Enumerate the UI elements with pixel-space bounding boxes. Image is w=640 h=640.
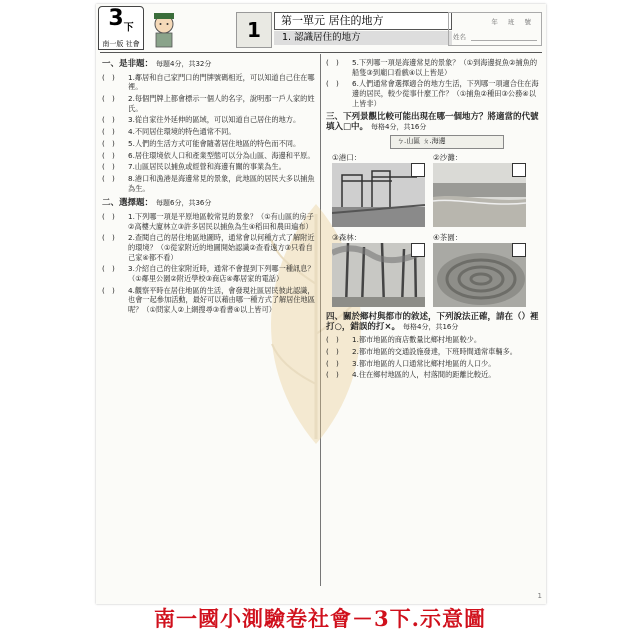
mc-question: ( ) 6.人們通常會選擇適合的地方生活，下列哪一項適合住在海邊的居民，較少從事什麼工作？（①捕魚②種田③公務④以上皆非）: [326, 79, 539, 108]
photo-label: ②沙灘：: [433, 152, 463, 162]
answer-box[interactable]: [512, 243, 526, 257]
section1-heading: 一、是非題： 每題4分，共32分: [102, 59, 212, 69]
section4-heading: 四、關於鄉村與都市的敘述，下列說法正確，請在（）裡打○，錯誤的打×。 每格4分，共16分: [326, 311, 539, 332]
lesson-title: 1. 認識居住的地方: [274, 31, 452, 45]
unit-number: 1: [236, 12, 272, 48]
tf-question: ( ) 5.人們的生活方式可能會隨著居住地區的特色而不同。: [102, 138, 301, 148]
mc-question: ( ) 1.下列哪一項是平原地區較常見的景象？（①有山區的房子②高樓大廈林立③許多居民以捕魚為生④稻田和農田遍布）: [102, 212, 314, 231]
tf-question: ( ) 1.都市地區的商店數量比鄉村地區較少。: [326, 335, 482, 345]
page-number: 1: [537, 592, 542, 600]
worksheet-page: [96, 4, 546, 604]
tf-question: ( ) 4.住在鄉村地區的人，村落間的距離比較近。: [326, 370, 496, 380]
tf-question: ( ) 2.都市地區的交通設施發達，下班時間通常車輛多。: [326, 346, 517, 356]
photo-label: ③森林：: [332, 232, 362, 242]
tf-question: ( ) 4.不同居住環境的特色通常不同。: [102, 127, 236, 137]
photo-label: ④茶園：: [433, 232, 463, 242]
right-column: [326, 58, 540, 382]
section3-heading: 三、下列景觀比較可能出現在哪一個地方？將適當的代號填入□中。 每格4分，共16分: [326, 112, 539, 132]
teacher-mascot-icon: [144, 8, 184, 48]
photo-forest: [332, 232, 425, 307]
tf-question: ( ) 6.居住環境依人口和產業型態可以分為山區、海邊和平原。: [102, 150, 315, 160]
grade-number: $3_下$: [108, 6, 134, 34]
subject-label: 南一版 社會: [102, 40, 140, 49]
mc-question: ( ) 5.下列哪一項是海邊常見的景象？（①到海邊捉魚②捕魚的船隻③到廟口看戲④以上皆是）: [326, 58, 538, 77]
unit-title: 第一單元 居住的地方: [274, 12, 452, 30]
photo-beach: [433, 152, 526, 227]
photo-tea-garden: [433, 232, 526, 307]
answer-box[interactable]: [411, 243, 425, 257]
grade-tab: [98, 6, 144, 50]
answer-box[interactable]: [411, 163, 425, 177]
tf-question: ( ) 1.鄰居和自己家門口的門牌號碼相近，可以知道自己住在哪裡。: [102, 72, 315, 92]
name-box: [448, 12, 542, 46]
tf-question: ( ) 7.山區居民以捕魚或經營和海邊有關的事業為生。: [102, 162, 286, 172]
tf-question: ( ) 2.每個門牌上都會標示一個人的名字，說明那一戶人家的姓氏。: [102, 93, 315, 113]
header-divider: [100, 52, 542, 53]
photo-label: ①港口：: [332, 152, 362, 162]
mc-question: ( ) 2.查閱自己的居住地區地圖時，通常會以何種方式了解附近的環境？（①從家附近的地圖開始認識②查看遠方③只看自己家④都不看）: [102, 233, 315, 262]
section2-heading: 二、選擇題： 每題6分，共36分: [102, 198, 212, 209]
tf-question: ( ) 3.從自家往外延伸的區域，可以知道自己居住的地方。: [102, 115, 301, 125]
tf-question: ( ) 3.都市地區的人口通常比鄉村地區的人口少。: [326, 358, 496, 368]
photo-grid: [332, 152, 540, 307]
answer-box[interactable]: [512, 163, 526, 177]
caption-banner: 南一國小測驗卷社會－3下.示意圖: [154, 606, 486, 631]
photo-harbor: [332, 152, 425, 227]
name-line: [471, 40, 537, 41]
mc-question: ( ) 4.觀察平時在居住地區的生活，會發現社區居民彼此認識，也會一起參加活動，最好可以藉由哪一種方式了解居住地區呢？（①問家人②上網搜尋③看書④以上皆可）: [102, 285, 315, 314]
mc-question: ( ) 3.介紹自己的住家附近時，通常不會提到下列哪一種訊息？（①鄰里公園②附近學校③商店④鄰居家的電話）: [102, 264, 315, 283]
name-label: 姓名: [453, 33, 466, 41]
tf-question: ( ) 8.港口和漁港是海邊常見的景象，此地區的居民大多以捕魚為生。: [102, 174, 315, 193]
class-seat-label: 年 班 號: [491, 18, 535, 26]
answer-options: ㄅ.山區 ㄆ.海邊: [390, 135, 504, 149]
left-column: [102, 58, 316, 317]
